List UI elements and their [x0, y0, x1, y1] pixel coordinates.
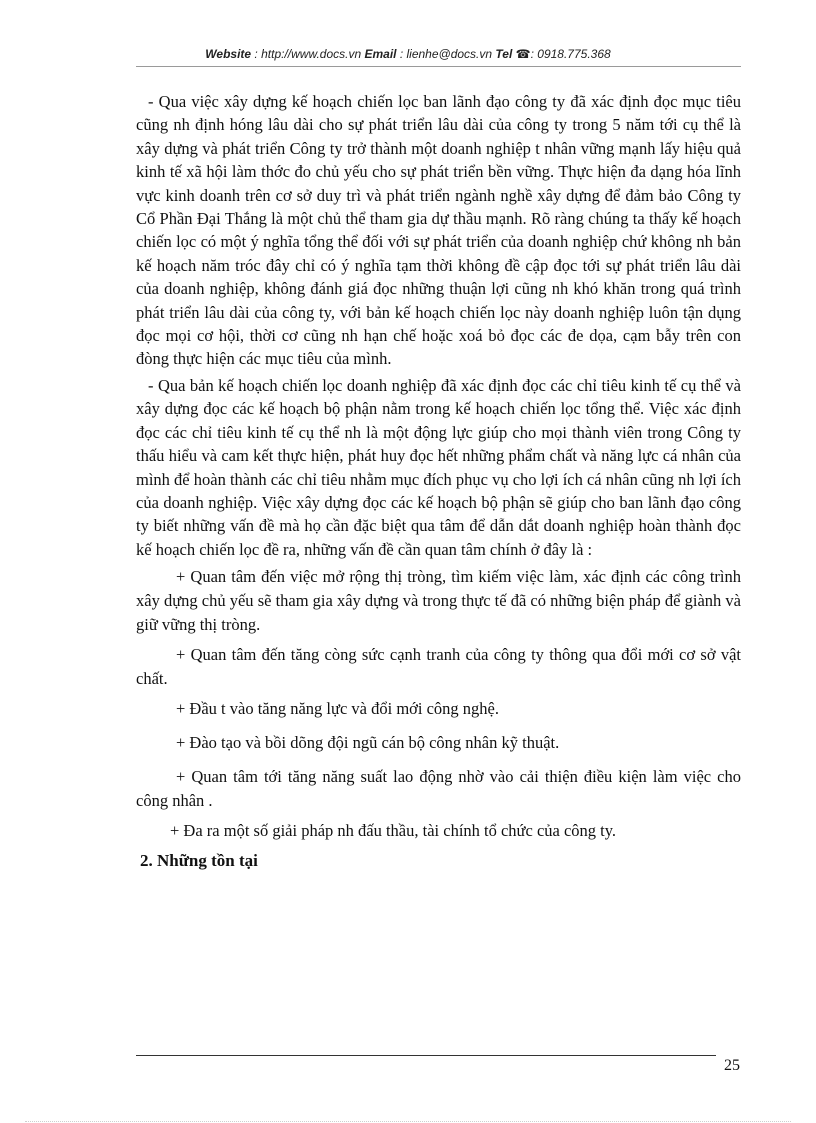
tel-label: Tel: [495, 47, 513, 61]
tel-value: : 0918.775.368: [530, 47, 611, 61]
header-divider: [136, 66, 741, 67]
page-number: 25: [724, 1057, 740, 1074]
list-item-market: + Quan tâm đến việc mở rộng thị tròng, tìm kiếm việc làm, xác định các công trình xây dựng chủ yếu sẽ tham gia xây dựng và trong thực tế đã có những biện pháp để giành và giữ vững thị tròng.: [136, 567, 741, 635]
section-heading: 2. Những tồn tại: [140, 851, 258, 871]
list-item-solutions: + Đa ra một số giải pháp nh đấu thầu, tài chính tổ chức của công ty.: [170, 821, 617, 841]
website-value: : http://www.docs.vn: [251, 47, 365, 61]
list-item-investment: + Đầu t vào tăng năng lực và đổi mới công nghệ.: [176, 699, 499, 719]
email-label: Email: [364, 47, 397, 61]
page-header: [0, 47, 816, 61]
phone-icon: ☎: [515, 47, 531, 61]
list-item-competitiveness: + Quan tâm đến tăng còng sức cạnh tranh của công ty thông qua đổi mới cơ sở vật chất.: [136, 645, 741, 689]
list-item-productivity: + Quan tâm tới tăng năng suất lao động nhờ vào cải thiện điều kiện làm việc cho công nhân .: [136, 767, 741, 811]
document-body: [136, 90, 741, 873]
list-item-training: + Đào tạo và bồi dõng đội ngũ cán bộ công nhân kỹ thuật.: [176, 733, 560, 753]
email-value: : lienhe@docs.vn: [396, 47, 496, 61]
concerns-list: [136, 565, 741, 843]
paragraph-strategic-plan: - Qua việc xây dựng kế hoạch chiến lọc ban lãnh đạo công ty đã xác định đọc mục tiêu cũng nh định hóng lâu dài cho sự phát triển lâu dài của công ty trong 5 năm tới cụ thể là xây dựng và phát triển Công ty trở thành một doanh nghiệp t nhân vững mạnh lấy hiệu quả kinh tế xã hội làm thớc đo chủ yếu cho sự phát triển bền vững. Thực hiện đa dạng hóa lĩnh vực kinh doanh trên cơ sở duy trì và phát triển ngành nghề xây dựng để đảm bảo Công ty Cổ Phần Đại Thắng là một chủ thể tham gia dự thầu mạnh. Rõ ràng chúng ta thấy kế hoạch chiến lọc có một ý nghĩa tổng thể đối với sự phát triển của doanh nghiệp chứ không nh bản kế hoạch năm tróc đây chỉ có ý nghĩa tạm thời không đề cập đọc tới sự phát triển lâu dài của doanh nghiệp, không đánh giá đọc những thuận lợi cũng nh khó khăn trong quá trình phát triển lâu dài của công ty, với bản kế hoạch chiến lọc này doanh nghiệp luôn tận dụng đọc mọi cơ hội, thời cơ cũng nh hạn chế hoặc xoá bỏ đọc các đe dọa, cạm bẫy trên con đòng thực hiện các mục tiêu của mình.: [136, 92, 741, 369]
paragraph-economic-targets: - Qua bản kế hoạch chiến lọc doanh nghiệp đã xác định đọc các chỉ tiêu kinh tế cụ thể và xây dựng đọc các kế hoạch bộ phận nằm trong kế hoạch chiến lọc tổng thể. Việc xác định đọc các chỉ tiêu kinh tế cụ thể nh là một động lực giúp cho mọi thành viên trong Công ty thấu hiểu và cam kết thực hiện, phát huy đọc hết những phẩm chất và năng lực cá nhân của mình để hoàn thành các chỉ tiêu nhằm mục đích phục vụ cho lợi ích cá nhân cũng nh lợi ích của doanh nghiệp. Việc xây dựng đọc các kế hoạch bộ phận sẽ giúp cho ban lãnh đạo công ty biết những vấn đề mà họ cần đặc biệt qua tâm để dẫn dắt doanh nghiệp hoàn thành đọc kế hoạch chiến lọc đề ra, những vấn đề cần quan tâm chính ở đây là :: [136, 375, 741, 559]
page-bottom-edge: [25, 1121, 791, 1122]
footer-divider: [136, 1055, 716, 1056]
website-label: Website: [205, 47, 252, 61]
